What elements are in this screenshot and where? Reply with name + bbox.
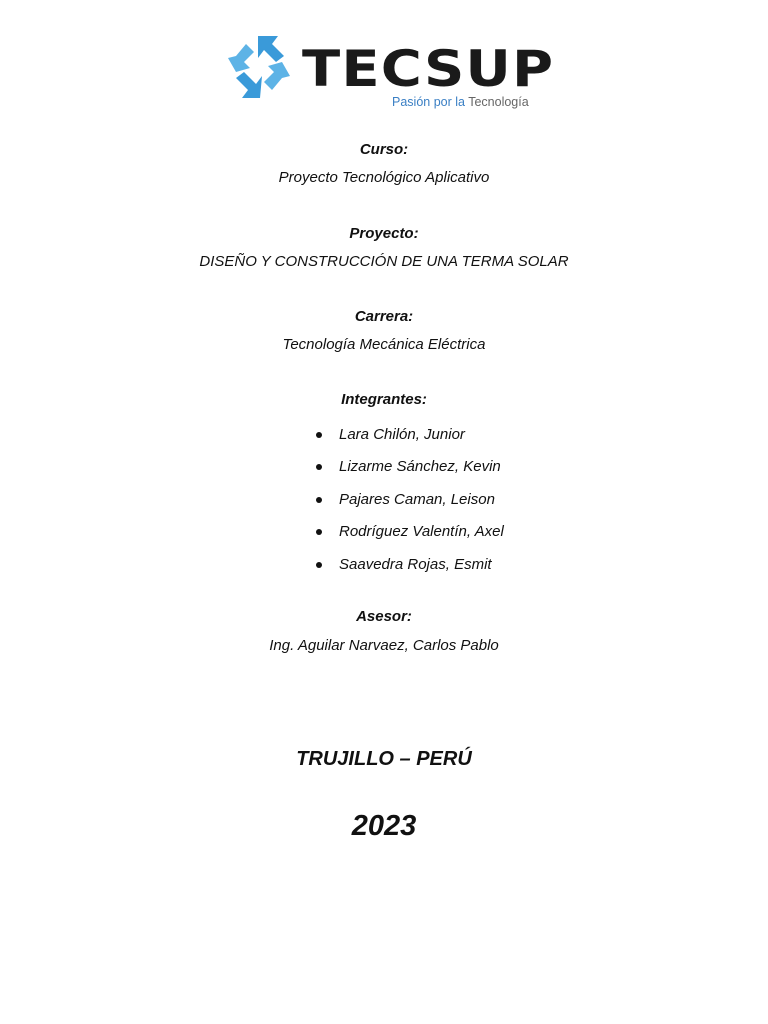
career-label: Carrera:	[354, 308, 414, 325]
tecsup-logo	[220, 30, 555, 125]
project-value: DISEÑO Y CONSTRUCCIÓN DE UNA TERMA SOLAR	[199, 253, 569, 270]
year: 2023	[351, 810, 417, 842]
member-name: Pajares Caman, Leison	[339, 490, 495, 508]
career-value: Tecnología Mecánica Eléctrica	[282, 336, 486, 353]
advisor-value: Ing. Aguilar Narvaez, Carlos Pablo	[269, 637, 499, 654]
course-label: Curso:	[359, 141, 409, 158]
advisor-label: Asesor:	[356, 608, 412, 625]
project-label: Proyecto:	[349, 225, 419, 242]
city-country: TRUJILLO – PERÚ	[296, 748, 472, 770]
logo-tagline-prefix: Pasión por la	[392, 95, 465, 109]
course-value: Proyecto Tecnológico Aplicativo	[278, 169, 490, 186]
logo-tagline-suffix: Tecnología	[468, 95, 529, 109]
logo-tagline	[392, 94, 529, 110]
member-name: Lara Chilón, Junior	[339, 426, 465, 443]
bullet-icon	[316, 432, 322, 438]
member-name: Lizarme Sánchez, Kevin	[339, 458, 501, 476]
logo-wordmark: TECSUP	[302, 40, 555, 98]
member-name: Rodríguez Valentín, Axel	[339, 523, 504, 541]
bullet-icon	[316, 464, 322, 470]
members-label: Integrantes:	[341, 391, 427, 408]
bullet-icon	[316, 562, 322, 568]
bullet-icon	[316, 497, 322, 503]
recycle-arrows-icon	[220, 32, 300, 102]
member-name: Saavedra Rojas, Esmit	[339, 555, 492, 573]
bullet-icon	[316, 529, 322, 535]
